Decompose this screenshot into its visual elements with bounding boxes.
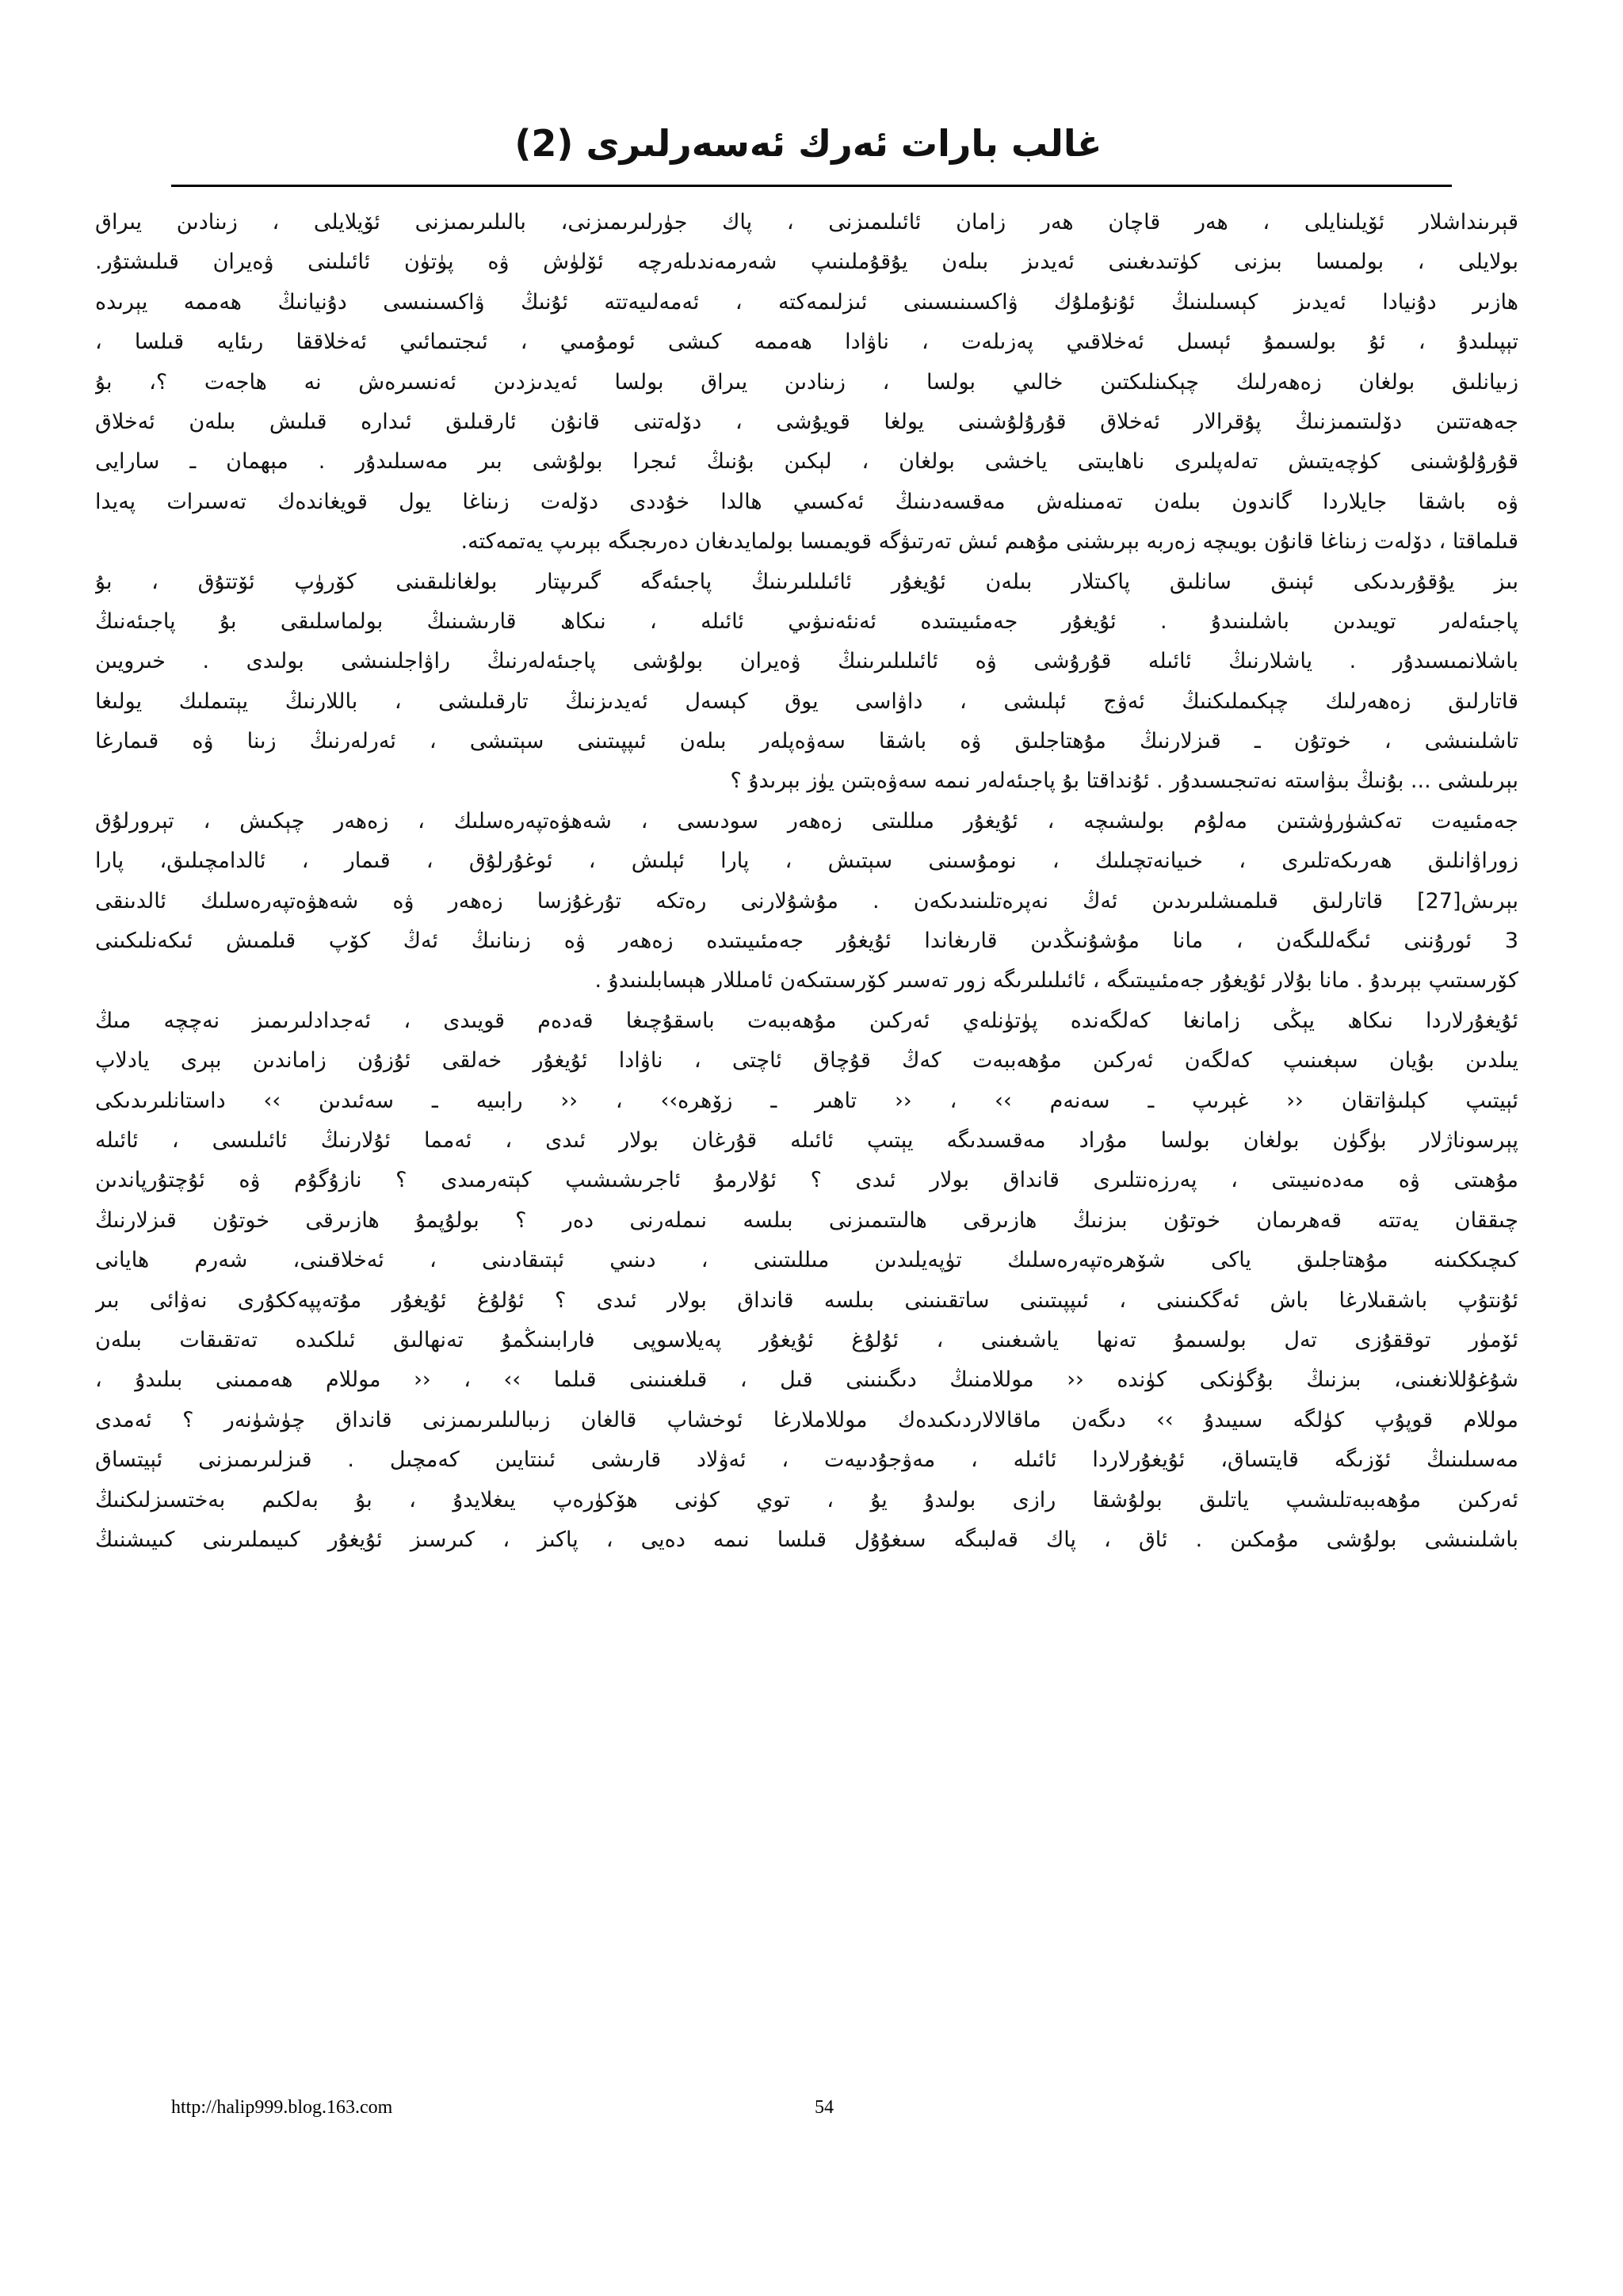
text-line: قاتارلىق زەھەرلىك چېكىملىكنىڭ ئەۋج ئېلىشى ، داۋاسى يوق كېسەل ئەيدىزنىڭ تارقىلىشى ، باللارنىڭ يېتىملىك يولىغا	[95, 688, 1518, 714]
text-line: ۋە باشقا جايلاردا گاندون بىلەن تەمىنلەش مەقسەدىنىڭ ئەكسىي ھالدا خۇددى دۆلەت زىناغا يول قويغاندەك تەسىرات پەيدا	[95, 489, 1518, 514]
text-line: قىلماقتا ، دۆلەت زىناغا قانۇن بويىچە زەربە بېرىشنى مۇھىم ئىش تەرتىۋگە قويمىسا بولمايدىغان دەرىجىگە بېرىپ يەتمەكتە.	[460, 529, 1518, 555]
text-line: زوراۋانلىق ھەرىكەتلىرى ، خىيانەتچىلىك ، نومۇسىنى سېتىش ، پارا ئېلىش ، ئوغۇرلۇق ، قىمار ، ئالدامچىلىق، پارا	[95, 849, 1518, 874]
text-line: موللام قوپۇپ كۈلگە سىيىدۇ ›› دىگەن ماقالالاردىكىدەك موللاملارغا ئوخشاپ قالغان زىبالىلىرىمىزنى قانداق چۈشۈنەر ؟ ئەمدى	[95, 1407, 1518, 1432]
text-line: شۇغۇللانغىنى، بىزنىڭ بۇگۈنكى كۈندە ‹‹ موللامنىڭ دىگىنىنى قىل ، قىلغىنىنى قىلما ›› ، ‹‹ موللام ھەممىنى بىلىدۇ ،	[95, 1367, 1518, 1393]
text-line: يىلدىن بۇيان سېغىنىپ كەلگەن ئەركىن مۇھەببەت كەڭ قۇچاق ئاچتى ، ناۋادا ئۇيغۇر خەلقى ئۇزۇن زاماندىن بېرى يادلاپ	[95, 1048, 1518, 1074]
text-line: جەھەتتىن دۆلىتىمىزنىڭ پۇقرالار ئەخلاق قۇرۇلۇشىنى يولغا قويۇشى ، دۆلەتنى قانۇن ئارقىلىق ئىدارە قىلىش بىلەن ئەخلاق	[95, 409, 1518, 434]
text-line: ئۆمۈر توققۇزى تەل بولسىمۇ تەنها ياشىغىنى ، ئۇلۇغ ئۇيغۇر پەيلاسوپى فارابىنىڭمۇ تەنھالىق ئىلكىدە تەتقىقات بىلەن	[95, 1327, 1518, 1352]
text-line: پاجىئەلەر تويىدىن باشلىنىدۇ . ئۇيغۇر جەمئىيىتىدە ئەنئەنىۋىي ئائىلە ، نىكاھ قارىشىنىڭ بولماسلىقى بۇ پاجىئەنىڭ	[95, 608, 1518, 634]
text-line: جەمئىيەت تەكشۈرۈشتىن مەلۇم بولىشىچە ، ئۇيغۇر مىللىتى زەھەر سودىسى ، شەھۋەتپەرەسلىك ، زەھەر چېكىش ، تېرورلۇق	[95, 808, 1518, 833]
text-line: باشلانمىسىدۇر . ياشلارنىڭ ئائىلە قۇرۇشى ۋە ئائىلىلىرىنىڭ ۋەيران بولۇشى پاجىئەلەرنىڭ راۋاجلىنىشى بولىدى . خىرويىن	[95, 649, 1518, 674]
text-line: زىيانلىق بولغان زەھەرلىك چېكىنلىكتىن خالىي بولسا ، زىنادىن يىراق بولسا ئەيدىزدىن ئەنسىرەش نە ھاجەت ؟، بۇ	[95, 369, 1518, 395]
title-divider	[171, 185, 1452, 187]
text-line: ھازىر دۇنيادا ئەيدىز كېسىلىنىڭ ئۇنۇملۇك ۋاكسىنىسىنى ئىزلىمەكتە ، ئەمەلىيەتتە ئۇنىڭ ۋاكسىنىسى دۇنيانىڭ ھەممە يېرىدە	[95, 289, 1518, 315]
page-title: غالب بارات ئەرك ئەسەرلىرى (2)	[514, 122, 1102, 165]
text-line: باشلىنىشى بولۇشى مۇمكىن . ئاق ، پاك قەلبىگە سىغۇۇل قىلسا نىمە دەيى ، پاكىز ، كىرسىز ئۇيغۇر كىيىملىرىنى كىيىشنىڭ	[95, 1527, 1518, 1552]
text-line: تاشلىنىشى ، خوتۇن ـ قىزلارنىڭ مۇھتاجلىق ۋە باشقا سەۋەپلەر بىلەن ئىپپىتىنى سېتىشى ، ئەرلەرنىڭ زىنا ۋە قىمارغا	[95, 729, 1518, 754]
body-text	[95, 203, 1518, 1560]
text-line: بېرىش[27] قاتارلىق قىلمىشلىرىدىن ئەڭ نەپرەتلىنىدىكەن . مۇشۇلارنى رەتكە تۇرغۇزسا زەھەر ۋە شەھۋەتپەرەسلىك ئالدىنقى	[95, 888, 1518, 913]
text-line: ئەركىن مۇھەببەتلىشىپ ياتلىق بولۇشقا رازى بولىدۇ يۇ ، توي كۈنى ھۆكۈرەپ يىغلايدۇ ، بۇ بەلكىم بەختسىزلىكنىڭ	[95, 1487, 1518, 1512]
text-line: تېپىلىدۇ ، ئۇ بولسىمۇ ئېسىل ئەخلاقىي پەزىلەت ، ناۋادا ھەممە كىشى ئومۇمىي ، ئىجتىمائىي ئەخلاققا رىئايە قىلسا ،	[95, 330, 1518, 355]
text-line: مۇھىتى ۋە مەدەنىيىتى ، پەرزەنتلىرى قانداق بولار ئىدى ؟ ئۇلارمۇ ئاجرىشىشىپ كېتەرمىدى ؟ نازۇگۇم ۋە ئۇچتۇرپاندىن	[95, 1168, 1518, 1193]
text-line: بولايلى ، بولمىسا بىزنى كۈتىدىغىنى ئەيدىز بىلەن يۇقۇملىنىپ شەرمەندىلەرچە ئۆلۈش ۋە پۈتۈن ئائىلىنى ۋەيران قىلىشتۇر.	[95, 250, 1518, 275]
text-line: قېرىنداشلار ئۆيلىنايلى ، ھەر قاچان ھەر زامان ئائىلىمىزنى ، پاك جۈرلىرىمىزنى، بالىلىرىمىزنى ئۆيلايلى ، زىنادىن يىراق	[95, 210, 1518, 235]
text-line: پېرسوناژلار بۈگۈن بولغان بولسا مۇراد مەقسىدىگە يېتىپ ئائىلە قۇرغان بولار ئىدى ، ئەمما ئۇلارنىڭ ئائىلىسى ، ئائىلە	[95, 1127, 1518, 1153]
text-line: بېرىلىشى ... بۇنىڭ بىۋاستە نەتىجىسىدۇر . ئۇنداقتا بۇ پاجىئەلەر نىمە سەۋەبتىن يۈز بېرىدۇ ؟	[730, 769, 1518, 794]
text-line: چىققان يەتتە قەھرىمان خوتۇن بىزنىڭ ھازىرقى ھالىتىمىزنى بىلسە نىملەرنى دەر ؟ بولۇپمۇ ھازىرقى خوتۇن قىزلارنىڭ	[95, 1207, 1518, 1233]
text-line: كىچىككىنە مۇھتاجلىق ياكى شۆھرەتپەرەسلىك تۈپەيلىدىن مىللىتىنى ، دىنىي ئېتىقادىنى ، ئەخلاقىنى، شەرم ھايانى	[95, 1248, 1518, 1273]
text-line: كۆرسىتىپ بېرىدۇ . مانا بۇلار ئۇيغۇر جەمئىيىتىگە ، ئائىلىلىرىگە زور تەسىر كۆرسىتىكەن ئامىللار ھېسابلىنىدۇ .	[594, 968, 1518, 994]
text-line: ئۇيغۇرلاردا نىكاھ يېڭى زامانغا كەلگەندە پۈتۈنلەي ئەركىن مۇھەببەت باسقۇچىغا قەدەم قويىدى ، ئەجدادلىرىمىز نەچچە مىڭ	[95, 1008, 1518, 1033]
footer-url: http://halip999.blog.163.com	[171, 2097, 393, 2118]
text-line: ئۇنتۇپ باشقىلارغا باش ئەگكىنىنى ، ئىپپىتىنى ساتقىنىنى بىلسە قانداق بولار ئىدى ؟ ئۇلۇغ ئۇيغۇر مۇتەپپەككۇرى نەۋائى بىر	[95, 1287, 1518, 1313]
text-line: قۇرۇلۇشىنى كۈچەيتىش تەلەپلىرى ناھايىتى ياخشى بولغان ، لېكىن بۇنىڭ ئىجرا بولۇشى بىر مەسىلىدۇر . مېھمان ـ سارايى	[95, 449, 1518, 475]
text-line: مەسىلىنىڭ ئۆزىگە قايتساق، ئۇيغۇرلاردا ئائىلە ، مەۋجۇدىيەت ، ئەۋلاد قارىشى ئىنتايىن كەمچىل . قىزلىرىمىزنى ئېيتساق	[95, 1447, 1518, 1473]
text-line: ئېيتىپ كېلىۋاتقان ‹‹ غېرىپ ـ سەنەم ›› ، ‹‹ تاھىر ـ زۆھرە›› ، ‹‹ رابىيە ـ سەئىدىن ›› داستانلىرىدىكى	[95, 1088, 1518, 1113]
text-line: بىز يۇقۇرىدىكى ئېنىق سانلىق پاكىتلار بىلەن ئۇيغۇر ئائىلىلىرىنىڭ پاجىئەگە گىرىپتار بولغانلىقىنى كۆرۈپ ئۆتتۇق ، بۇ	[95, 569, 1518, 594]
text-line: 3 ئورۇننى ئىگەللىگەن ، مانا مۇشۇنىڭدىن قارىغاندا ئۇيغۇر جەمئىيىتىدە زەھەر ۋە زىنانىڭ ئەڭ كۆپ قىلمىش ئىكەنلىكىنى	[95, 929, 1518, 954]
page-number: 54	[815, 2097, 834, 2118]
